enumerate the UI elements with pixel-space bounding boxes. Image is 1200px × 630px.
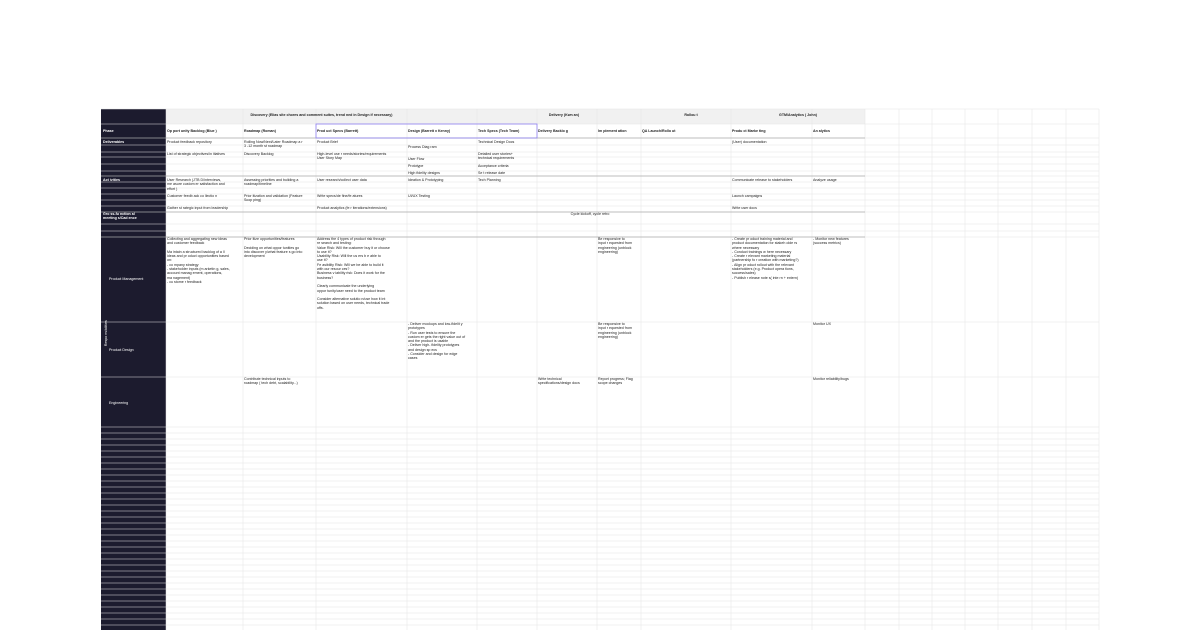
activity-cell[interactable]: Gather st rategic input from leadership	[167, 206, 229, 210]
phase-label: Phase	[103, 129, 114, 133]
responsibility-cell[interactable]: Prior itize opportunities/features Deciding on what oppor tunities go into discover y/what feature s go into development	[244, 237, 303, 259]
column-header[interactable]: Roadmap (Roman)	[244, 129, 276, 133]
responsibility-cell[interactable]: Collecting and aggregating new ideas and customer feedback Ma intain a structured backlog of a ll ideas and pr oduct opportunities based on: - co mpany strategy - stakeholder inputs (m arketin g, sales, account manag ement, operations, ma nagement) - cu stome r feedback	[167, 237, 230, 284]
activity-cell[interactable]: Tech Planning	[478, 178, 501, 182]
group-header-delivery: Delivery (Kwn an)	[548, 113, 580, 117]
column-header[interactable]: Prod uct Specs (Barrett)	[317, 129, 359, 133]
group-header-rollout: Rollou t	[684, 113, 698, 117]
group-header-gtm-analytics: GTM/Analytics ( John)	[779, 113, 817, 117]
deliverable-cell[interactable]: Acceptance criteria	[478, 164, 509, 168]
deliverable-cell[interactable]: (User) documentation	[732, 140, 767, 144]
responsibility-cell[interactable]: Address the 4 types of product risk through re search and testing: Value Risk: Will the customer buy it or choose to use it? Usability Risk: Will the us ers b e able to use it? Fe asibility Risk: Will we be able to build it with our resour ces? Business v iability risk: Does it work for the business? Clearly communicate the underlying oppor tunity/user need to the product team Consider alternative solutio n/use how it int solution based on user needs, technical trade offs.	[317, 237, 390, 310]
responsibility-cell[interactable]: Be responsive to input r equested from engineering (unblock engineering)	[598, 322, 632, 339]
deliverable-cell[interactable]: High fidelity designs	[408, 171, 440, 175]
column-header[interactable]: Produ ct Marke ting	[732, 129, 766, 133]
responsibility-cell[interactable]: - Create pr oduct training material and product documentation for stakeh olde rs where necessary - Conduct trainings w here necessary - Create r elevant marketing material (partnership fo r creation with marketing?) - Align pr oduct rollout with the relevant stakeholders (e.g. Product opera tions, success/sales) - Publish r elease note s( inte rn + extern)	[732, 237, 799, 280]
column-header[interactable]: QA Launch/Rollo ut	[642, 129, 676, 133]
column-header[interactable]: Design (Barrett x Kenny)	[408, 129, 451, 133]
responsibility-cell[interactable]: Contribute technical inputs to roadmap ( tech debt, scalability...)	[244, 377, 298, 386]
deliverable-cell[interactable]: User Flow	[408, 157, 425, 161]
role-label-engineering: Engineering	[109, 401, 129, 405]
activity-cell[interactable]: Analyze usage	[813, 178, 837, 182]
column-header[interactable]: Tech Specs (Tech Team)	[478, 129, 520, 133]
responsibility-cell[interactable]: - Deliver mockups and low-fidelit y prototypes - Run user tests to ensure the custom er gets the right value out of and the product is usable - Deliver high- fidelity prototypes and design sp ecs - Consider and design for edge cases	[408, 322, 466, 361]
meeting-cadence-cell[interactable]: Cycle kickoff, cycle retro	[570, 212, 610, 216]
deliverable-cell[interactable]: Prototype	[408, 164, 424, 168]
deliverable-cell[interactable]: List of strategic objectives/in itiatives	[167, 152, 225, 156]
role-label-product-management: Product Management	[109, 277, 144, 281]
activity-cell[interactable]: Prior itization and validation (Feature Scop ping)	[244, 194, 303, 203]
deliverable-cell[interactable]: Se t release date	[478, 171, 506, 175]
deliverable-cell[interactable]: Discovery Backlog	[244, 152, 274, 156]
activity-cell[interactable]: Launch campaigns	[732, 194, 763, 198]
column-header[interactable]: An alytics	[813, 129, 830, 133]
deliverable-cell[interactable]: Product feedback repository	[167, 140, 212, 144]
deliverable-cell[interactable]: Rolling Now/Next/Later Roadmap a r 3 -12 month st roadmap	[244, 140, 303, 149]
sidebar-panel	[101, 109, 166, 630]
activity-cell[interactable]: User research/collect user data	[317, 178, 367, 182]
responsibility-cell[interactable]: Write technical specifications/design docs	[538, 377, 580, 386]
activity-cell[interactable]: Write user docs	[732, 206, 757, 210]
activity-cell[interactable]: Customer feedb ack co llectio n	[167, 194, 218, 198]
section-label-deliverables: Deliverables	[103, 140, 125, 144]
column-header[interactable]: Op port unity Backlog (Blue )	[167, 129, 217, 133]
deliverable-cell[interactable]: Product Brief	[317, 140, 338, 144]
section-label-meetings: Gro ss-fu nction al meeting s/Cad ence	[103, 212, 137, 221]
activity-cell[interactable]: UI/UX Testing	[408, 194, 430, 198]
activity-cell[interactable]: Assessing priorities and building a roadmap/timeline	[244, 178, 299, 187]
deliverable-cell[interactable]: Technical Design Docs	[478, 140, 515, 144]
responsibility-cell[interactable]: Report progress; Flag scope changes	[598, 377, 633, 386]
responsibility-cell[interactable]: Monitor reliability/bugs	[813, 377, 849, 381]
column-header[interactable]: Delivery Backlo g	[538, 129, 568, 133]
responsibility-cell[interactable]: Monitor UX	[813, 322, 831, 326]
activity-cell[interactable]: Write specs/de fine/fe atures	[317, 194, 363, 198]
responsibilities-label: Respo nsibilities	[103, 320, 108, 347]
responsibility-cell[interactable]: Be responsive to input r equested from engineering (unblock engineering)	[598, 237, 632, 254]
role-label-product-design: Product Design	[109, 348, 134, 352]
activity-cell[interactable]: Ideation & Prototyping	[408, 178, 444, 182]
activity-cell[interactable]: User Research (JTB D/interviews, me asure custom er satisfaction and effort )	[167, 178, 225, 191]
deliverable-cell[interactable]: High-level use r needs/stories/requirements User Story Map	[317, 152, 387, 161]
deliverable-cell[interactable]: Process Diag ram	[408, 145, 437, 149]
group-header-discovery: Discovery (Elias site chores and comment suites, trend ned in Design if necessary)	[250, 113, 393, 117]
column-header[interactable]: Im plement ation	[598, 129, 627, 133]
section-label-activities: Act ivities	[103, 178, 120, 182]
activity-cell[interactable]: Product analytics (fe r iterations/extensions)	[317, 206, 387, 210]
activity-cell[interactable]: Communicate release to stakeholders	[732, 178, 793, 182]
deliverable-cell[interactable]: Detailed user stories+ technical requirements	[478, 152, 515, 161]
responsibility-cell[interactable]: - Monitor new features (success metrics)	[813, 237, 849, 246]
